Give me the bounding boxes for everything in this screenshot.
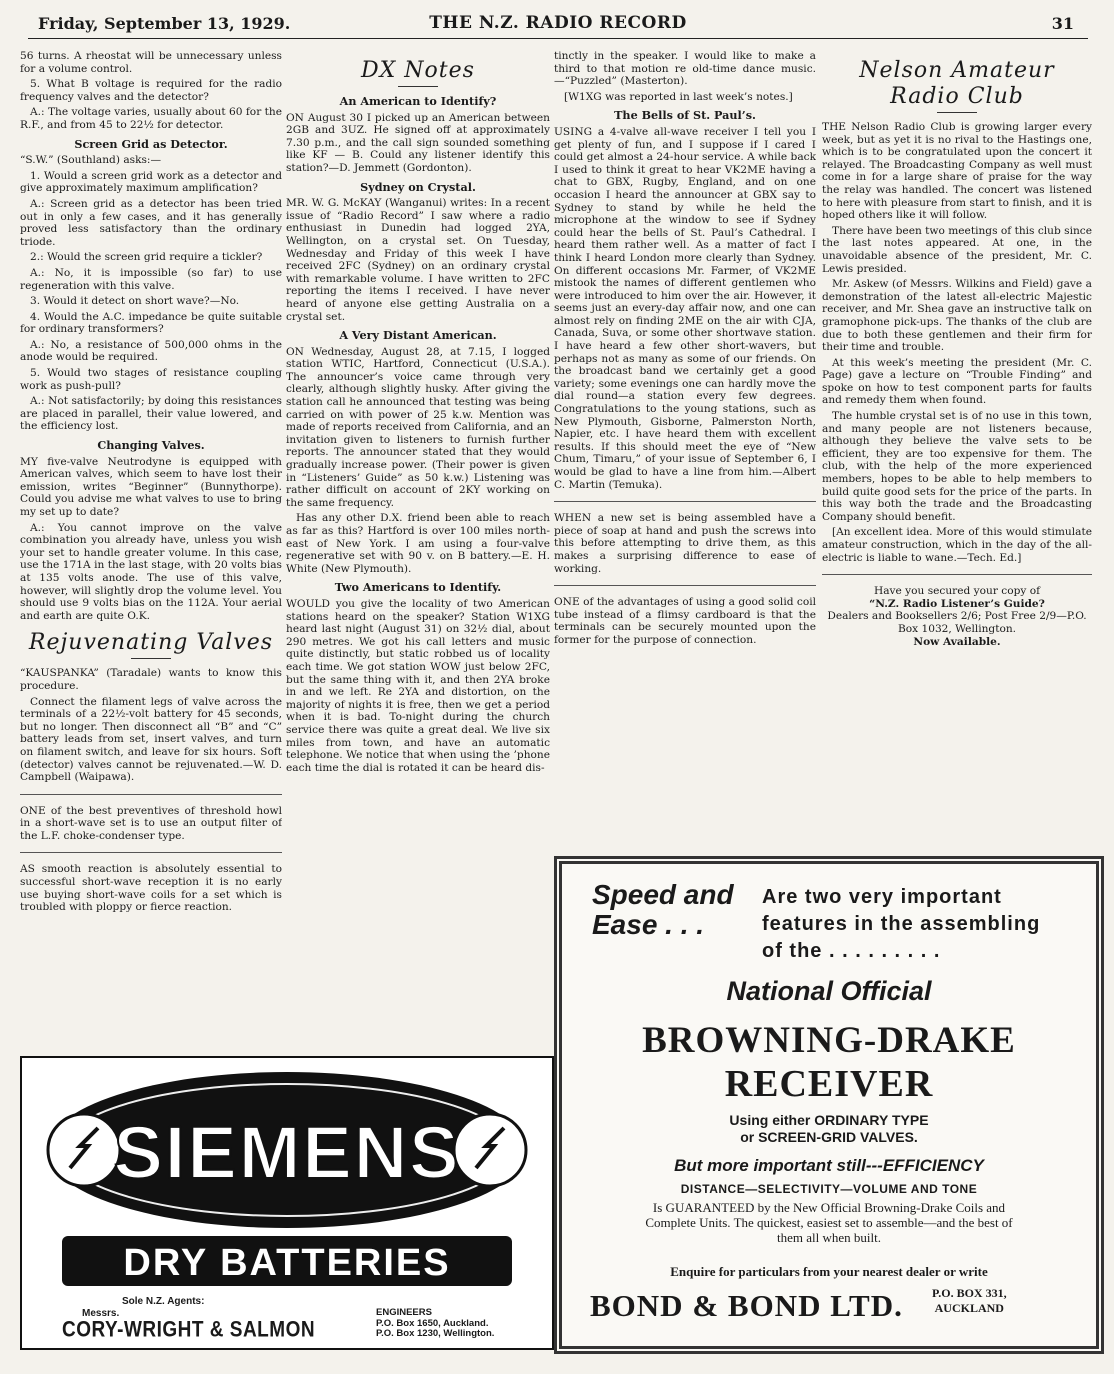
- paragraph: A.: No, a resistance of 500,000 ohms in the anode would be required.: [20, 338, 282, 364]
- divider: [937, 112, 977, 113]
- ease-text: Ease . . .: [592, 909, 705, 940]
- paragraph: A.: The voltage varies, usually about 60 for the R.F., and from 45 to 22½ for detector.: [20, 106, 282, 131]
- notice-line: Dealers and Booksellers 2/6; Post Free 2/9—P.O. Box 1032, Wellington.: [827, 610, 1087, 635]
- paragraph: MR. W. G. McKAY (Wanganui) writes: In a recent issue of “Radio Record” I saw where a radio enthusiast in Dunedin had logged 2YA, Wellington, on a crystal set. On Tuesday, Wednesday and Friday of this week I have received 2FC (Sydney) on an ordinary crystal with remarkable volume. I have written to 2FC reporting the items I received. I have never heard of anyone else getting Australia on a crystal set.: [286, 197, 550, 323]
- paragraph: ON August 30 I picked up an American between 2GB and 3UZ. He signed off at approximately 7.30 p.m., and the call sign sounded something like KF — B. Could any listener identify this station?—D. Jemmett (Gordonton).: [286, 111, 550, 174]
- article-title: DX Notes: [361, 58, 475, 83]
- valve-option-line: Using either ORDINARY TYPE: [729, 1112, 929, 1128]
- notice-line: Have you secured your copy of: [873, 585, 1041, 598]
- product-subtitle: RECEIVER: [724, 1063, 934, 1105]
- paragraph: AS smooth reaction is absolutely essential to successful short-wave reception it is no early use buying short-wave coils for a set which is troubled with ploppy or fierce reaction.: [20, 863, 282, 914]
- column-1: [20, 50, 282, 1048]
- notice-available: Now Available.: [913, 635, 1001, 648]
- paragraph: [W1XG was reported in last week’s notes.]: [564, 90, 793, 103]
- speed-ease-heading: [592, 880, 734, 940]
- paragraph: 2.: Would the screen grid require a tickler?: [30, 251, 263, 264]
- subheading: Two Americans to Identify.: [334, 580, 502, 595]
- paragraph: ONE of the advantages of using a good solid coil tube instead of a flimsy cardboard is that the terminals can be securely mounted upon the former for the purpose of connection.: [554, 596, 816, 646]
- features-line: Are two very important: [762, 886, 1002, 908]
- column-2: [286, 50, 550, 1048]
- paragraph: At this week’s meeting the president (Mr. C. Page) gave a lecture on “Trouble Finding” and spoke on how to test component parts for faults and remedy them when found.: [822, 356, 1092, 407]
- address-box: P.O. BOX 331,: [932, 1286, 1007, 1300]
- valve-options: [562, 1112, 1096, 1146]
- siemens-advertisement: [20, 1056, 554, 1350]
- paragraph: 5. What B voltage is required for the radio frequency valves and the detector?: [20, 78, 282, 103]
- paragraph: WHEN a new set is being assembled have a piece of soap at hand and push the screws into this before attempting to drive them, as this makes a surprising difference to ease of working.: [554, 512, 816, 575]
- agent-addresses: [376, 1308, 494, 1340]
- features-text: [762, 884, 1040, 965]
- efficiency-line: But more important still---EFFICIENCY: [674, 1156, 984, 1175]
- messrs-label: Messrs.: [82, 1308, 120, 1319]
- column-4: [822, 50, 1092, 840]
- divider: [20, 852, 282, 853]
- paragraph: USING a 4-valve all-wave receiver I tell you I get plenty of fun, and I suppose if I cared I could get almost a 24-hour service. A while back I used to think it great to hear VK2ME having a chat to GBX, Rugby, England, and on one occasion I heard the announcer at GBX say to Sydney to stand by while he held the microphone at the window to see if Sydney could hear the bells of St. Paul’s Cathedral. I heard them rather well. As a matter of fact I think I heard London more clearly than Sydney. On different occasions Mr. Farmer, of VK2ME mistook the names of different gentlemen who were introduced to him over the air. However, it seems just an every-day affair now, and one can almost rely on finding 2ME on the air with CJA, Canada, Suva, or some other shortwave station. I have heard a few other short-wavers, but perhaps not as many as some of our friends. On the broadcast band we certainly get a good variety; some evenings one can hardly move the dial round—a station every few degrees. Congratulations to the young stations, such as New Plymouth, Gisborne, Palmerston North, Napier, etc. I have heard them with excellent results. If this should meet the eye of “New Chum, Timaru,” of your issue of September 6, I would be glad to have a line from him.—Albert C. Martin (Temuka).: [554, 125, 816, 491]
- subheading: Changing Valves.: [97, 438, 205, 453]
- engineers-label: ENGINEERS: [376, 1307, 432, 1318]
- paragraph: The humble crystal set is of no use in this town, and many people are not listeners because, although they believe the valve sets to be efficient, they are too expensive for them. The club, with the help of the more experienced members, hopes to be able to help members to build quite good sets for the price of the parts. In this way both the trade and the Broadcasting Company should benefit.: [822, 410, 1092, 523]
- divider: [398, 86, 438, 87]
- subheading: The Bells of St. Paul’s.: [614, 108, 756, 123]
- agents-label: Sole N.Z. Agents:: [122, 1296, 205, 1307]
- page-header: [28, 10, 1088, 39]
- paragraph: “S.W.” (Southland) asks:—: [20, 154, 162, 167]
- paragraph: A.: Not satisfactorily; by doing this resistances are placed in parallel, their value lowered, and the efficiency lost.: [20, 395, 282, 433]
- article-title: Rejuvenating Valves: [28, 630, 274, 656]
- paragraph: 4. Would the A.C. impedance be quite suitable for ordinary transformers?: [20, 310, 282, 336]
- paragraph: 1. Would a screen grid work as a detector and give approximately maximum amplification?: [20, 169, 282, 195]
- paragraph: “KAUSPANKA” (Taradale) wants to know this procedure.: [20, 667, 282, 692]
- product-name: DRY BATTERIES: [123, 1242, 451, 1284]
- qualities-line: DISTANCE—SELECTIVITY—VOLUME AND TONE: [680, 1182, 978, 1196]
- paragraph: 5. Would two stages of resistance coupling work as push-pull?: [20, 367, 282, 392]
- company-name: BOND & BOND LTD.: [590, 1288, 903, 1323]
- paragraph: THE Nelson Radio Club is growing larger every week, but as yet it is no rival to the Hastings one, which is to be congratulated upon the concert it relayed. The Broadcasting Company as well must come in for a large share of praise for the way the relay was handled. The concert was listened to here with pleasure from start to finish, and it is hoped others like it will follow.: [822, 121, 1092, 222]
- paragraph: tinctly in the speaker. I would like to make a third to that motion re old-time dance music.—“Puzzled” (Masterton).: [554, 50, 816, 88]
- address-auckland: P.O. Box 1650, Auckland.: [376, 1317, 489, 1329]
- paragraph: A.: No, it is impossible (so far) to use regeneration with this valve.: [20, 266, 282, 292]
- siemens-artwork: [22, 1058, 552, 1348]
- paragraph: MY five-valve Neutrodyne is equipped with American valves, which seem to have lost their emission, writes “Beginner” (Bunnythorpe). Could you advise me what valves to use to bring my set up to date?: [20, 455, 282, 518]
- paragraph: A.: You cannot improve on the valve combination you already have, unless you wish your set to handle greater volume. In this case, use the 171A in the last stage, with 20 volts bias at 135 volts anode. The use of this valve, however, will slightly drop the volume level. You should use 9 volts bias on the 112A. Your aerial and earth are quite O.K.: [20, 521, 282, 622]
- paragraph: 56 turns. A rheostat will be unnecessary unless for a volume control.: [20, 50, 282, 75]
- product-title: BROWNING-DRAKE: [642, 1020, 1016, 1061]
- divider: [554, 585, 816, 586]
- paragraph: ON Wednesday, August 28, at 7.15, I logged station WTIC, Hartford, Connecticut (U.S.A.). The announcer’s voice came through very clearly, although slightly husky. After giving the station call he announced that testing was being carried on with power of 25 k.w. Mention was made of reports received from California, and an invitation given to listeners to furnish further reports. The announcer stated that they would gradually increase power. (Their power is given in “Listeners’ Guide” as 50 k.w.) Listening was rather difficult on account of 2KY working on the same frequency.: [286, 345, 550, 509]
- paragraph: 3. Would it detect on short wave?—No.: [30, 295, 240, 308]
- agent-firm: CORY-WRIGHT & SALMON: [62, 1318, 316, 1343]
- guarantee-text: Is GUARANTEED by the New Official Browning-Drake Coils and Complete Units. The quickest, easiest set to assemble—and the best of them all when built.: [645, 1200, 1013, 1245]
- notice-title: “N.Z. Radio Listener’s Guide?: [869, 597, 1045, 610]
- company-address: [932, 1286, 1007, 1316]
- column-3: [554, 50, 816, 840]
- subheading: An American to Identify?: [339, 94, 497, 108]
- divider: [554, 501, 816, 502]
- speed-text: Speed and: [592, 879, 734, 910]
- paragraph: WOULD you give the locality of two American stations heard on the speaker? Station W1XG heard last night (August 31) on 32½ dial, about 290 metres. We got his call letters and music quite distinctly, but static robbed us of locality each time. We got station WOW just below 2FC, but the same thing with it, and then 2YA broke in and we left. Re 2YA and distortion, on the majority of nights it is free, then we get a period when it is bad. To-night during the church service there was quite a great deal. We live six miles from town, and have an automatic telephone. We notice that when using the ’phone each time the dial is rotated it can be heard dis-: [286, 597, 550, 774]
- paragraph: ONE of the best preventives of threshold howl in a short-wave set is to use an output filter of the L.F. choke-condenser type.: [20, 804, 282, 842]
- divider: [131, 658, 171, 659]
- paragraph: A.: Screen grid as a detector has been tried out in only a few cases, and it has generally proved less satisfactory than the ordinary triode.: [20, 197, 282, 248]
- national-official: National Official: [726, 976, 932, 1006]
- address-city: AUCKLAND: [934, 1301, 1004, 1315]
- page-number: 31: [1051, 14, 1074, 33]
- subheading: A Very Distant American.: [339, 328, 497, 343]
- paragraph: Connect the filament legs of valve across the terminals of a 22½-volt battery for 45 seconds, but no longer. Then disconnect all “B” and “C” battery leads from set, insert valves, and turn on filament switch, and leave for six hours. Soft (detector) valves cannot be rejuvenated.—W. D. Campbell (Waipawa).: [20, 695, 282, 784]
- paragraph: There have been two meetings of this club since the last notes appeared. At one, in the unavoidable absence of the president, Mr. C. Lewis presided.: [822, 224, 1092, 275]
- paragraph: Mr. Askew (of Messrs. Wilkins and Field) gave a demonstration of the latest all-electric Majestic receiver, and Mr. Shea gave an instructive talk on gramophone pick-ups. The thanks of the club are due to both these gentlemen and their firm for their time and trouble.: [822, 278, 1092, 354]
- divider: [822, 574, 1092, 575]
- masthead: THE N.Z. RADIO RECORD: [429, 13, 687, 33]
- divider: [20, 794, 282, 795]
- subheading: Screen Grid as Detector.: [74, 136, 228, 151]
- address-wellington: P.O. Box 1230, Wellington.: [376, 1328, 495, 1339]
- paragraph: Has any other D.X. friend been able to reach as far as this? Hartford is over 100 miles north-east of New York. I am using a four-valve regenerative set with 90 v. on B battery.—E. H. White (New Plymouth).: [286, 512, 550, 575]
- article-title: Nelson Amateur Radio Club: [859, 58, 1055, 109]
- features-line: features in the assembling: [762, 913, 1041, 935]
- brand-name: SIEMENS: [113, 1111, 461, 1194]
- enquire-line: Enquire for particulars from your nearest dealer or write: [670, 1264, 988, 1279]
- subheading: Sydney on Crystal.: [360, 179, 476, 194]
- valve-option-line: or SCREEN-GRID VALVES.: [740, 1129, 918, 1145]
- issue-date: Friday, September 13, 1929.: [38, 14, 291, 33]
- browning-drake-advertisement: [554, 856, 1104, 1354]
- paragraph: [An excellent idea. More of this would stimulate amateur construction, which in the day of the all-electric is liable to wane.—Tech. Ed.]: [822, 526, 1092, 564]
- features-line: of the . . . . . . . . .: [762, 940, 941, 962]
